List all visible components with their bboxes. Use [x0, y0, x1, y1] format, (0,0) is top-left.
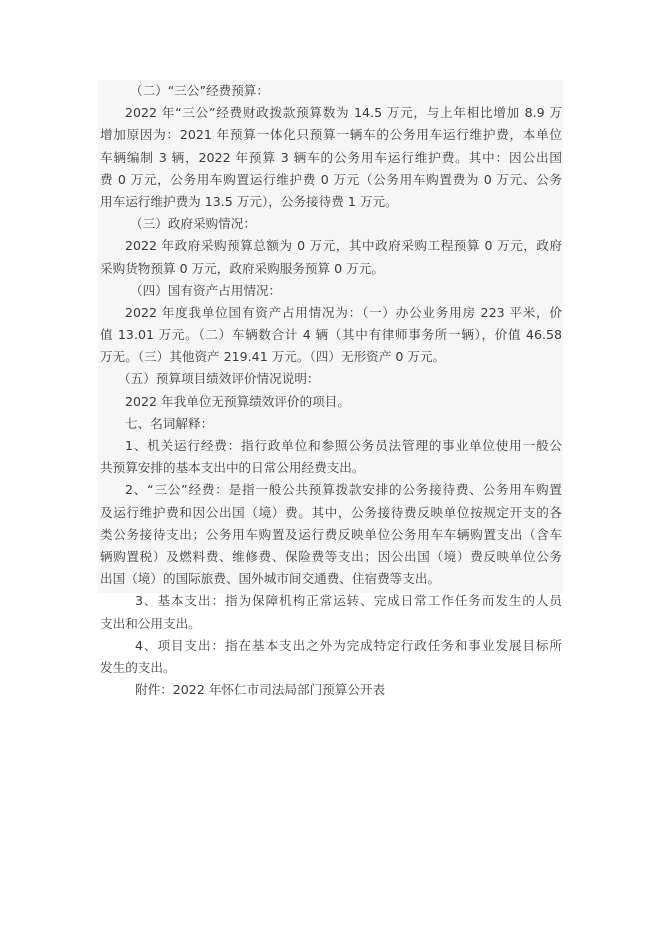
- paragraph-line: 2022 年政府采购预算总额为 0 万元，其中政府采购工程预算 0 万元，政府: [125, 238, 562, 254]
- paragraph-line: 用车运行维护费为 13.5 万元），公务接待费 1 万元。: [100, 193, 398, 209]
- paragraph-line: 4、项目支出：指在基本支出之外为完成特定行政任务和事业发展目标所: [135, 637, 562, 653]
- paragraph-line: 采购货物预算 0 万元，政府采购服务预算 0 万元。: [100, 260, 384, 276]
- paragraph-line: 3、基本支出：指为保障机构正常运转、完成日常工作任务而发生的人员: [135, 593, 562, 609]
- paragraph-line: 共预算安排的基本支出中的日常公用经费支出。: [100, 460, 365, 476]
- paragraph-line: 类公务接待支出；公务用车购置及运行费反映单位公务用车车辆购置支出（含车: [100, 526, 562, 542]
- paragraph-line: 增加原因为：2021 年预算一体化只预算一辆车的公务用车运行维护费，本单位: [100, 127, 562, 143]
- paragraph-line: 2、“三公”经费：是指一般公共预算拨款安排的公务接待费、公务用车购置: [125, 482, 562, 498]
- document-body: [100, 80, 562, 701]
- section-heading: 七、名词解释：: [125, 415, 214, 431]
- paragraph-line: 值 13.01 万元。（二）车辆数合计 4 辆（其中有律师事务所一辆），价值 46.58: [100, 327, 562, 343]
- attachment-line: 附件：2022 年怀仁市司法局部门预算公开表: [135, 682, 386, 698]
- section-heading: （二）“三公”经费预算：: [130, 83, 269, 98]
- paragraph-line: 发生的支出。: [100, 659, 176, 675]
- paragraph-line: 车辆编制 3 辆，2022 年预算 3 辆车的公务用车运行维护费。其中：因公出国: [100, 149, 562, 165]
- section-heading: （五）预算项目绩效评价情况说明：: [118, 371, 320, 387]
- paragraph-line: 出国（境）的国际旅费、国外城市间交通费、住宿费等支出。: [100, 571, 441, 587]
- paragraph-line: 2022 年“三公”经费财政拨款预算数为 14.5 万元，与上年相比增加 8.9 万: [125, 105, 562, 121]
- paragraph-line: 2022 年我单位无预算绩效评价的项目。: [125, 393, 350, 409]
- paragraph-line: 辆购置税）及燃料费、维修费、保险费等支出；因公出国（境）费反映单位公务: [100, 548, 562, 564]
- paragraph-line: 费 0 万元，公务用车购置运行维护费 0 万元（公务用车购置费为 0 万元、公务: [100, 171, 562, 187]
- paragraph-line: 1、机关运行经费：指行政单位和参照公务员法管理的事业单位使用一般公: [125, 438, 562, 453]
- section-heading: （四）国有资产占用情况：: [130, 282, 282, 298]
- paragraph-line: 及运行维护费和因公出国（境）费。其中，公务接待费反映单位按规定开支的各: [100, 504, 562, 520]
- paragraph-line: 2022 年度我单位国有资产占用情况为：（一）办公业务用房 223 平米，价: [125, 304, 562, 320]
- section-heading: （三）政府采购情况：: [130, 216, 256, 232]
- paragraph-line: 万无。（三）其他资产 219.41 万元。（四）无形资产 0 万元。: [100, 349, 446, 365]
- paragraph-line: 支出和公用支出。: [100, 615, 201, 631]
